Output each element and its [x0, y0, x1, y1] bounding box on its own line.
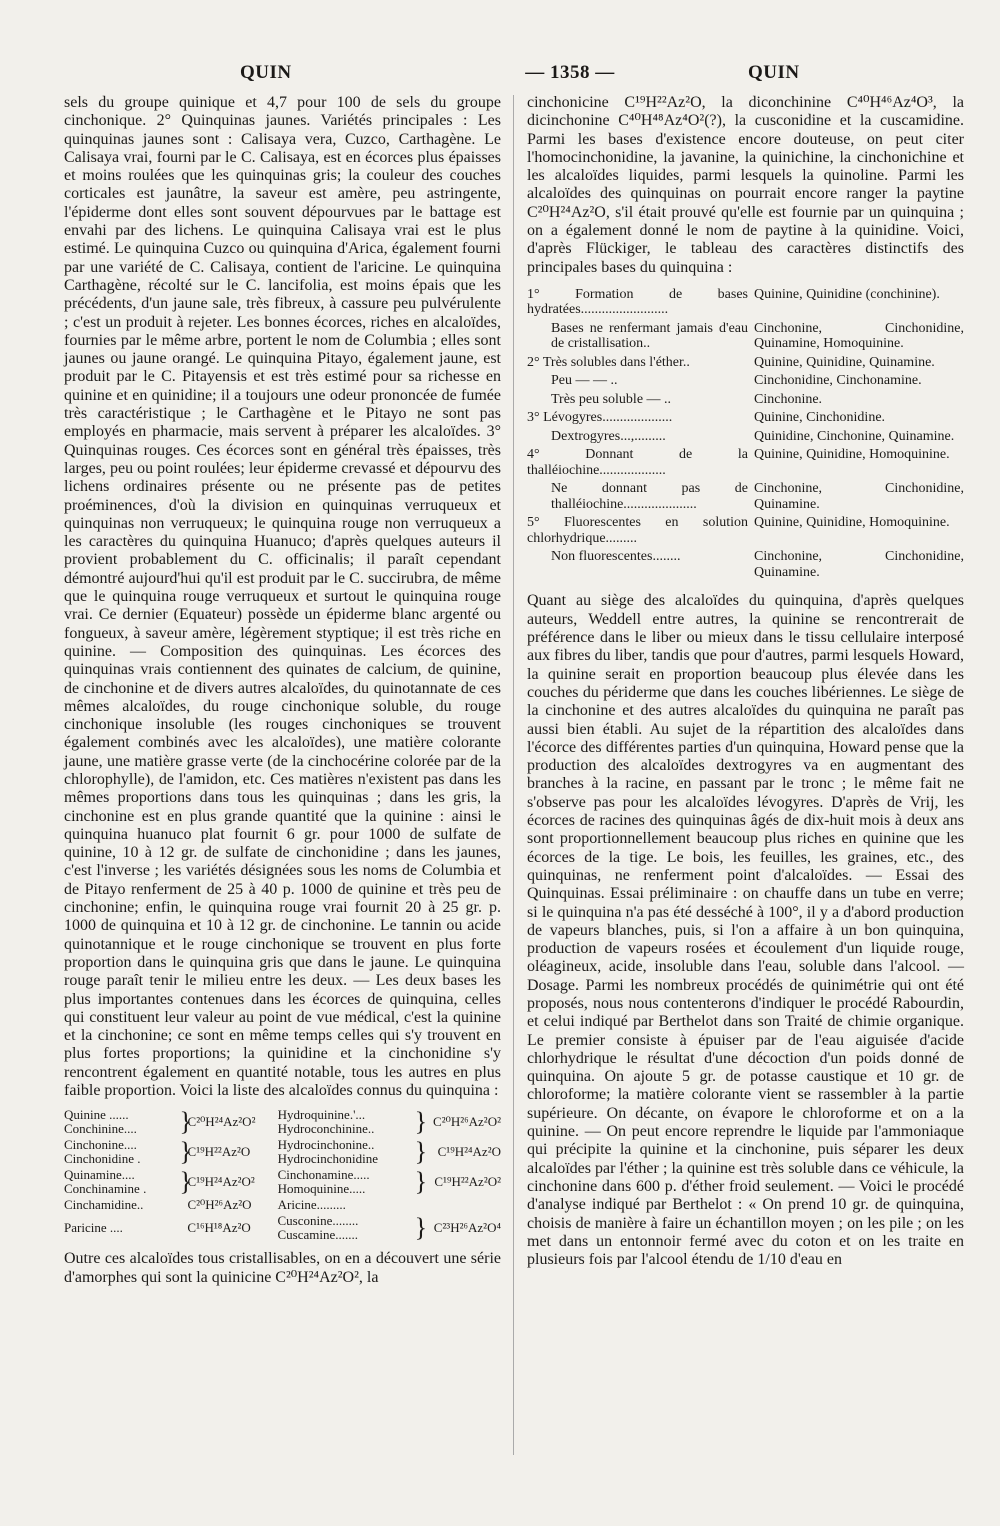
- alkaloid-formula: C¹⁶H¹⁸Az²O: [187, 1220, 251, 1236]
- characters-label: 3° Lévogyres....................: [527, 410, 673, 426]
- alkaloid-names: Quinamine.... Conchinamine .: [64, 1167, 147, 1197]
- characters-row: [527, 549, 964, 580]
- alkaloid-names-2: Hydrocinchonine.. Hydrocinchonidine: [277, 1137, 378, 1167]
- characters-row: [527, 287, 964, 318]
- page-number: — 1358 —: [525, 62, 615, 83]
- alkaloid-names: Cinchamidine..: [64, 1197, 144, 1213]
- characters-value: Cinchonine, Cinchonidine, Quinamine.: [754, 481, 964, 512]
- characters-label: Non fluorescentes........: [551, 549, 681, 565]
- alkaloid-formula-2: C¹⁹H²²Az²O²: [434, 1174, 501, 1190]
- characters-row: [527, 355, 964, 371]
- alkaloid-formula: C¹⁹H²²Az²O: [187, 1144, 251, 1160]
- running-head-right: QUIN: [748, 62, 800, 83]
- characters-value: Quinine, Quinidine, Homoquinine.: [754, 515, 950, 531]
- characters-row: [527, 515, 964, 546]
- brace-icon: }: [179, 1137, 193, 1167]
- brace-icon: }: [414, 1107, 428, 1137]
- brace-icon: }: [179, 1107, 193, 1137]
- column-divider: [513, 95, 514, 1455]
- characters-label: 4° Donnant de la thalléiochine...................: [527, 447, 748, 478]
- formula-row: [64, 1168, 501, 1196]
- characters-row: [527, 321, 964, 352]
- characters-value: Cinchonine, Cinchonidine, Quinamine.: [754, 549, 964, 580]
- page-header: [60, 62, 950, 86]
- right-paragraph-1: cinchonicine C¹⁹H²²Az²O, la diconchinine C⁴⁰H⁴⁶Az⁴O³, la dicinchonine C⁴⁰H⁴⁸Az⁴O²(?), la cusconidine et la cuscamidine. Parmi les bases d'existence encore douteuse, on peut citer l'homocinchonidine, la javanine, la quinichine, la cinchonichine et les alcaloïdes liquides, parmi lesquels la quinoline. Parmi les alcaloïdes des quinquinas on pourrait encore ranger la paytine C²⁰H²⁴Az²O, s'il était prouvé qu'elle est fournie par un quinquina ; on a également donné le nom de paytine à la quinidine. Voici, d'après Flückiger, le tableau des caractères distinctifs des principales bases du quinquina :: [527, 94, 964, 276]
- characters-label: Dextrogyres...,.........: [551, 428, 666, 444]
- characters-row: [527, 447, 964, 478]
- alkaloid-formula: C²⁰H²⁴Az²O²: [187, 1114, 256, 1130]
- characters-row: [527, 373, 964, 389]
- characters-value: Quinine, Quinidine (conchinine).: [754, 286, 940, 302]
- alkaloid-names-2: Aricine.........: [277, 1197, 346, 1213]
- characters-value: Cinchonine.: [754, 391, 823, 407]
- brace-icon: }: [414, 1213, 428, 1243]
- characters-row: [527, 392, 964, 408]
- alkaloid-names: Quinine ...... Conchinine....: [64, 1107, 137, 1137]
- characters-value: Cinchonine, Cinchonidine, Quinamine, Homoquinine.: [754, 320, 964, 352]
- characters-label: 2° Très solubles dans l'éther..: [527, 354, 690, 370]
- alkaloid-formula-table: [64, 1108, 501, 1242]
- characters-label: Ne donnant pas de thalléiochine.....................: [551, 481, 748, 512]
- alkaloid-formula-2: C²³H²⁶Az²O⁴: [433, 1220, 501, 1236]
- brace-icon: }: [414, 1137, 428, 1167]
- characters-value: Quinine, Quinidine, Quinamine.: [754, 354, 935, 370]
- alkaloid-names-2: Cinchonamine..... Homoquinine.....: [277, 1167, 370, 1197]
- characters-label: Très peu soluble — ..: [551, 391, 672, 407]
- left-paragraph-2: Outre ces alcaloïdes tous cristallisables, on en a découvert une série d'amorphes qui sont la quinicine C²⁰H²⁴Az²O², la: [64, 1250, 501, 1286]
- characters-label: 5° Fluorescentes en solution chlorhydrique.........: [527, 515, 748, 546]
- characters-row: [527, 481, 964, 512]
- running-head-left: QUIN: [240, 62, 292, 83]
- alkaloid-names: Paricine ....: [64, 1220, 123, 1236]
- characters-value: Quinine, Quinidine, Homoquinine.: [754, 447, 950, 463]
- brace-icon: }: [179, 1167, 193, 1197]
- left-column: [64, 94, 501, 1287]
- characters-value: Quinine, Cinchonidine.: [754, 410, 886, 426]
- characters-table: [527, 287, 964, 581]
- right-paragraph-2: Quant au siège des alcaloïdes du quinquina, d'après quelques auteurs, Weddell entre autres, la quinine se rencontrerait de préférence dans le liber ou mieux dans le tissu cellulaire interposé aux fibres du liber, tandis que pour d'autres, parmi lesquels Howard, la quinine serait en proportion beaucoup plus élevée dans les couches du périderme que dans les couches libériennes. Le siège de la cinchonine et des autres alcaloïdes du quinquina ne paraît pas aussi bien établi. Au sujet de la répartition des alcaloïdes dans l'écorce des différentes parties d'un quinquina, Howard pense que la production des alcaloïdes dextrogyres va en augmentant des branches à la racine, en passant par le tronc ; le même fait ne s'observe pas pour les alcaloïdes lévogyres. D'après de Vrij, les écorces de racines des quinquinas âgés de dix-huit mois à deux ans sont proportionnellement beaucoup plus riches en quinine que les écorces de la tige. Le bois, les feuilles, les graines, etc., des quinquinas, ne renferment point d'alcaloïdes. — Essai des Quinquinas. Essai préliminaire : on chauffe dans un tube en verre; si le quinquina n'a pas été desséché à 100°, il y a d'abord production de vapeurs blanches, puis, si l'on a affaire à un bon quinquina, production de vapeurs rosées et écoulement d'un liquide rouge, oléagineux, acide, insoluble dans l'eau, soluble dans l'alcool. — Dosage. Parmi les nombreux procédés de quinimétrie qui ont été proposés, nous nous contenterons d'indiquer le procédé Rabourdin, et celui indiqué par Berthelot dans son Traité de chimie organique. Le premier consiste à épuiser par de l'eau aiguisée d'acide chlorhydrique le résultat d'une décoction d'un poids donné de quinquina. On ajoute 5 gr. de potasse caustique et 10 gr. de chloroforme; la matière colorante vient se rassembler à la partie supérieure. On décante, on évapore le chloroforme et on a la quinine. — On peut encore reprendre le liquide par l'ammoniaque qui précipite la quinine et la cinchonine, puis séparer les deux alcaloïdes par l'éther ; la quinine est très soluble dans ce véhicule, la cinchonine dans 600 p. d'éther froid seulement. — Voici le procédé d'analyse indiqué par Berthelot : « On prend 10 gr. de quinquina, choisis de manière à faire un échantillon moyen ; on les pile ; on les met dans un entonnoir fermé avec du coton et on les traite en plusieurs fois par l'alcool étendu de 1/10 d'eau en: [527, 592, 964, 1269]
- characters-value: Quinidine, Cinchonine, Quinamine.: [754, 428, 955, 444]
- characters-row: [527, 429, 964, 445]
- formula-row: [64, 1198, 501, 1212]
- right-column: [527, 94, 964, 1269]
- alkaloid-formula-2: C²⁰H²⁶Az²O²: [433, 1114, 501, 1130]
- formula-row: [64, 1138, 501, 1166]
- characters-value: Cinchonidine, Cinchonamine.: [754, 373, 922, 389]
- characters-row: [527, 410, 964, 426]
- formula-row: [64, 1108, 501, 1136]
- brace-icon: }: [414, 1167, 428, 1197]
- characters-label: Bases ne renfermant jamais d'eau de cristallisation..: [551, 320, 748, 352]
- alkaloid-names: Cinchonine.... Cinchonidine .: [64, 1137, 141, 1167]
- alkaloid-formula-2: C¹⁹H²⁴Az²O: [437, 1144, 501, 1160]
- alkaloid-formula: C²⁰H²⁶Az²O: [187, 1197, 252, 1213]
- formula-row: [64, 1214, 501, 1242]
- characters-label: Peu — — ..: [551, 373, 618, 389]
- characters-label: 1° Formation de bases hydratées.........................: [527, 286, 748, 318]
- alkaloid-names-2: Hydroquinine.'... Hydroconchinine..: [277, 1107, 375, 1137]
- left-paragraph-1: sels du groupe quinique et 4,7 pour 100 de sels du groupe cinchonique. 2° Quinquinas jaunes. Variétés principales : Les quinquinas jaunes sont : Calisaya vera, Cuzco, Carthagène. Le Calisaya vrai, fourni par le C. Calisaya, est en écorces plus épaisses et moins roulées que les quinquinas gris; la couleur des couches corticales est jaunâtre, la saveur est amère, peu astringente, l'épiderme dont elles sont souvent dépourvues par le battage est envahi par des lichens. Le quinquina Calisaya vrai est le plus estimé. Le quinquina Cuzco ou quinquina d'Arica, également fourni par une variété de C. Calisaya, contient de l'aricine. Le quinquina Carthagène, récolté sur le C. lancifolia, est moins épais que les précédents, d'un jaune sale, très fibreux, à cassure peu pulvérulente ; c'est un produit à rejeter. Les bonnes écorces, riches en alcaloïdes, fournies par le même arbre, portent le nom de Columbia ; elles sont jaunes ou jaune orangé. Le quinquina Pitayo, également jaune, est produit par le C. Pitayensis et est très estimé pour sa richesse en quinine et en quinidine; il a toujours une odeur prononcée de fumée très caractéristique ; le Carthagène et le Pitayo ne sont pas employés en pharmacie, mais servent à préparer les alcaloïdes. 3° Quinquinas rouges. Ces écorces sont en général très épaisses, très larges, peu ou point roulées; leur épiderme crevassé et dépourvu des lichens ordinaires présente ou ne présente pas de petites proéminences, d'où la division en quinquinas verruqueux et quinquinas non verruqueux; le quinquina rouge non verruqueux a les caractères du quinquina Huanuco; d'après quelques auteurs il provient probablement du C. officinalis; il paraît cependant démontré aujourd'hui qu'il est produit par le C. succirubra, de même que le quinquina rouge verruqueux et surtout le quinquina rouge vrai. Ce dernier (Equateur) possède un épiderme blanc argenté ou fongueux, à saveur amère, légèrement styptique; il est très riche en quinine. — Composition des quinquinas. Les écorces des quinquinas vrais contiennent des quinates de calcium, de quinine, de cinchonine et de divers autres alcaloïdes, du quinotannate de ces mêmes alcaloïdes, du rouge cinchonique soluble, du rouge cinchonique insoluble (les rouges cinchoniques se trouvent également combinés avec les alcaloïdes), une matière colorante jaune, une matière grasse verte (de la cinchocérine colorée par de la chlorophylle), de l'amidon, etc. Ces matières n'existent pas dans les mêmes proportions dans tous les quinquinas ; dans les gris, la cinchonine est en plus grande quantité que la quinine : ainsi le quinquina huanuco plat fournit 6 gr. pour 1000 de sulfate de quinine, 10 à 12 gr. de sulfate de cinchonidine ; dans les jaunes, c'est l'inverse ; les variétés désignées sous les noms de Columbia et de Pitayo renferment de 25 à 40 p. 1000 de quinine et très peu de cinchonine; enfin, le quinquina rouge vrai fournit 20 à 25 gr. p. 1000 de quinquina et 10 à 12 gr. de cinchonine. Le tannin ou acide quinotannique et le rouge cinchonique se trouvent en plus forte proportion dans le quinquina gris que dans le jaune. Le quinquina rouge paraît tenir le milieu entre les deux. — Les deux bases les plus importantes contenues dans les écorces de quinquina, celles qui constituent leur valeur au point de vue médical, c'est la quinine et la cinchonine; ce sont en même temps celles qui s'y trouvent en plus fortes proportions; la quinidine et la cinchonidine s'y rencontrent également en quantité notable, tous les autres en plus faible proportion. Voici la liste des alcaloïdes connus du quinquina :: [64, 94, 501, 1100]
- alkaloid-names-2: Cusconine........ Cuscamine.......: [277, 1213, 359, 1243]
- alkaloid-formula: C¹⁹H²⁴Az²O²: [187, 1174, 255, 1190]
